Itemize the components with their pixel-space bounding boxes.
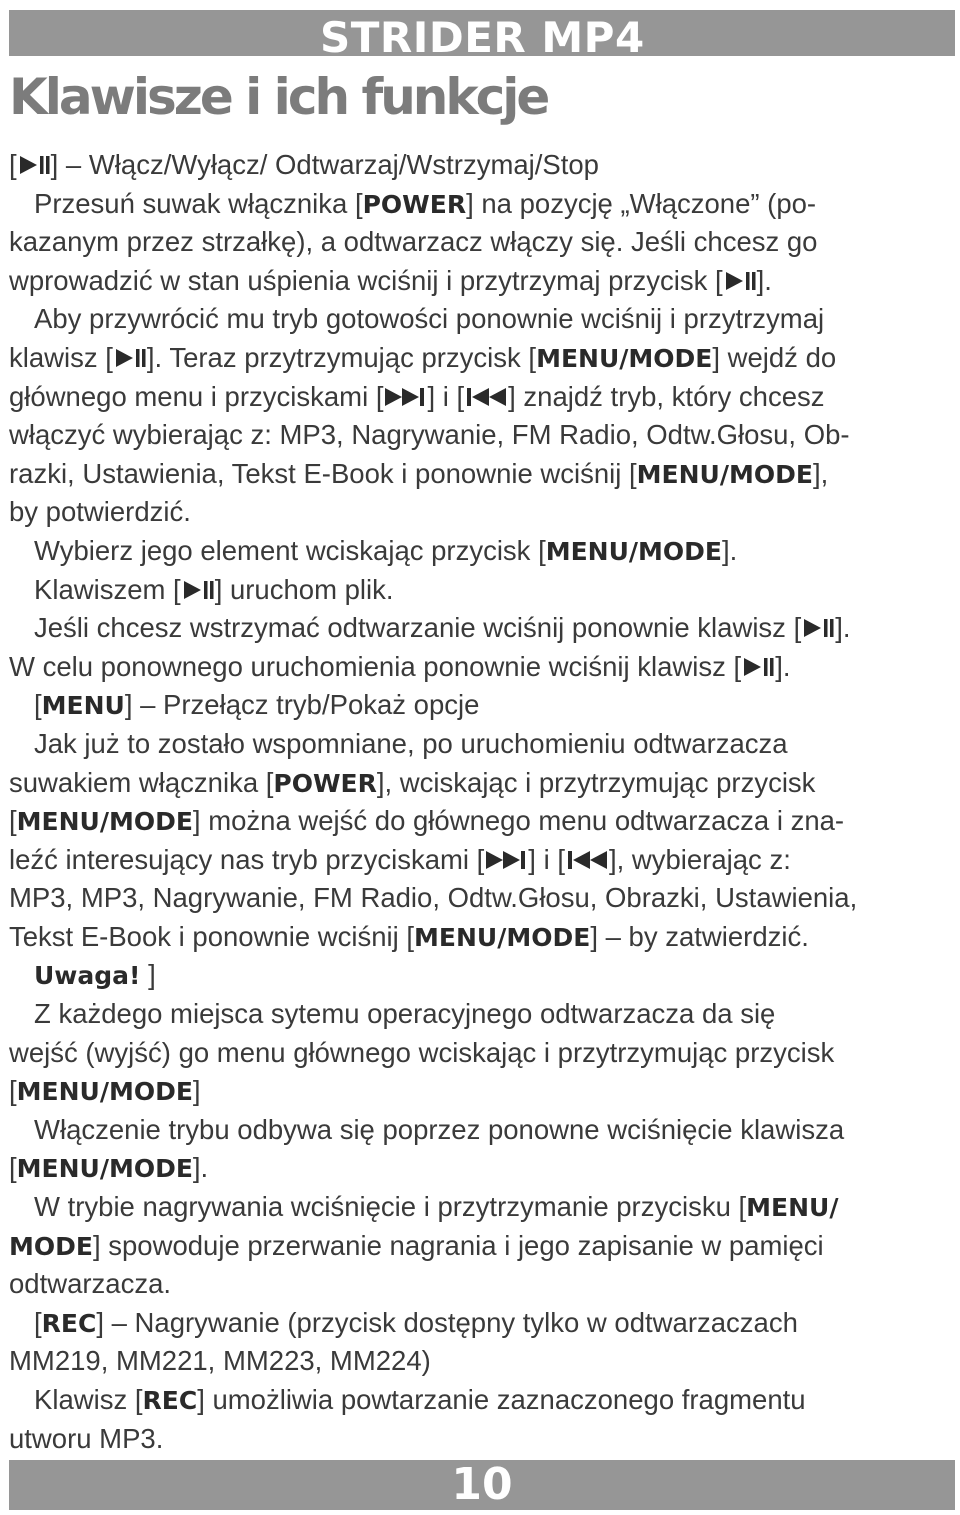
text-line: głównego menu i przyciskami [ ] i [ ] znajdź tryb, który chcesz xyxy=(9,380,825,412)
text-line: W celu ponownego uruchomienia ponownie wciśnij klawisz [ ]. xyxy=(9,650,791,682)
text-line: wprowadzić w stan uśpienia wciśnij i przytrzymaj przycisk [ ]. xyxy=(9,264,772,296)
text-line: [REC] – Nagrywanie (przycisk dostępny tylko w odtwarzaczach xyxy=(34,1306,798,1338)
text-line: [MENU/MODE] xyxy=(9,1075,201,1107)
key-menu: MENU xyxy=(41,691,125,721)
key-rec: REC xyxy=(41,1308,97,1338)
play-pause-icon xyxy=(181,579,215,601)
next-track-icon xyxy=(484,849,528,871)
page-title: Klawisze i ich funkcje xyxy=(9,68,548,126)
text-line: Wybierz jego element wciskając przycisk [MENU/MODE]. xyxy=(34,534,738,566)
text-line: Aby przywrócić mu tryb gotowości ponownie wciśnij i przytrzymaj xyxy=(34,303,825,335)
page-number: 10 xyxy=(451,1459,513,1510)
play-pause-icon xyxy=(113,347,147,369)
text-line: MODE] spowoduje przerwanie nagrania i jego zapisanie w pamięci xyxy=(9,1229,824,1261)
play-pause-icon xyxy=(723,270,757,292)
key-power: POWER xyxy=(273,768,377,798)
document-body xyxy=(9,146,955,1458)
text-line: suwakiem włącznika [POWER], wciskając i przytrzymując przycisk xyxy=(9,766,816,798)
text-line: [MENU] – Przełącz tryb/Pokaż opcje xyxy=(34,689,480,721)
previous-track-icon xyxy=(464,386,508,408)
text-line: MM219, MM221, MM223, MM224) xyxy=(9,1345,431,1377)
key-menu-mode-part: MODE xyxy=(9,1231,93,1261)
key-menu-mode: MENU/MODE xyxy=(636,459,813,489)
brand-title: STRIDER MP4 xyxy=(320,13,645,62)
play-pause-icon xyxy=(741,656,775,678)
text-line: kazanym przez strzałkę), a odtwarzacz włączy się. Jeśli chcesz go xyxy=(9,226,818,258)
text-line: klawisz [ ]. Teraz przytrzymując przycisk [MENU/MODE] wejdź do xyxy=(9,341,837,373)
text-line: odtwarzacza. xyxy=(9,1268,172,1300)
key-menu-mode: MENU/MODE xyxy=(536,343,713,373)
text-line: leźć interesujący nas tryb przyciskami [ ] i [ ], wybierając z: xyxy=(9,843,791,875)
text-line: Włączenie trybu odbywa się poprzez ponowne wciśnięcie klawisza xyxy=(34,1113,845,1145)
text-line: Tekst E-Book i ponownie wciśnij [MENU/MODE] – by zatwierdzić. xyxy=(9,920,809,952)
next-track-icon xyxy=(383,386,427,408)
play-pause-icon xyxy=(17,154,51,176)
text-line: [MENU/MODE] można wejść do głównego menu odtwarzacza i zna- xyxy=(9,805,845,837)
key-menu-mode: MENU/MODE xyxy=(545,536,722,566)
text-line: Jak już to zostało wspomniane, po uruchomieniu odtwarzacza xyxy=(34,727,788,759)
key-menu-mode: MENU/MODE xyxy=(16,1077,193,1107)
warning-label: Uwaga! xyxy=(34,961,141,991)
previous-track-icon xyxy=(565,849,609,871)
text-line: Klawiszem [ ] uruchom plik. xyxy=(34,573,394,605)
text-line: by potwierdzić. xyxy=(9,496,191,528)
text-line: [ ] – Włącz/Wyłącz/ Odtwarzaj/Wstrzymaj/Stop xyxy=(9,149,599,180)
play-pause-icon xyxy=(801,617,835,639)
text-line: MP3, MP3, Nagrywanie, FM Radio, Odtw.Głosu, Obrazki, Ustawienia, xyxy=(9,882,858,914)
key-rec: REC xyxy=(142,1386,198,1415)
header-bar xyxy=(9,10,955,62)
text-line: W trybie nagrywania wciśnięcie i przytrzymanie przycisku [MENU/ xyxy=(34,1191,839,1223)
footer-bar xyxy=(9,1460,955,1510)
key-menu-mode: MENU/MODE xyxy=(414,922,591,952)
text-line: Z każdego miejsca sytemu operacyjnego odtwarzacza da się xyxy=(34,998,776,1030)
key-menu-mode-part: MENU/ xyxy=(746,1193,839,1223)
key-menu-mode: MENU/MODE xyxy=(16,1154,193,1184)
key-power: POWER xyxy=(362,189,467,219)
text-line: [MENU/MODE]. xyxy=(9,1152,209,1184)
text-line: Przesuń suwak włącznika [POWER] na pozycję „Włączone” (po- xyxy=(34,187,817,219)
text-line: Klawisz [REC] umożliwia powtarzanie zaznaczonego fragmentu xyxy=(34,1384,806,1415)
text-line: razki, Ustawienia, Tekst E-Book i ponownie wciśnij [MENU/MODE], xyxy=(9,457,829,489)
key-menu-mode: MENU/MODE xyxy=(16,807,193,837)
text-line: utworu MP3. xyxy=(9,1422,164,1454)
text-line: włączyć wybierając z: MP3, Nagrywanie, FM Radio, Odtw.Głosu, Ob- xyxy=(9,419,850,451)
text-line: wejść (wyjść) go menu głównego wciskając i przytrzymując przycisk xyxy=(9,1036,835,1068)
text-line: Jeśli chcesz wstrzymać odtwarzanie wciśnij ponownie klawisz [ ]. xyxy=(34,612,851,644)
text-line: Uwaga! ] xyxy=(34,959,156,991)
